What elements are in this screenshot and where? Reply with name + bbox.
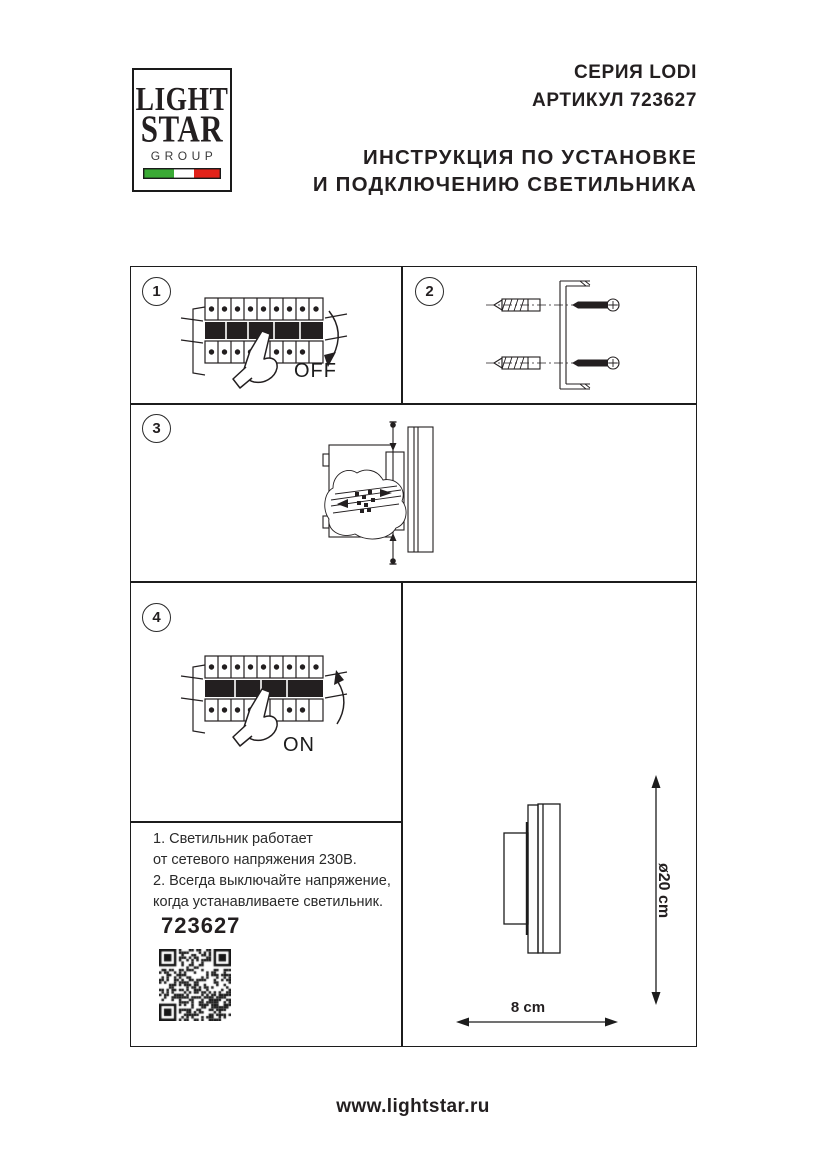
document-title (313, 144, 697, 198)
series-title: СЕРИЯ LODI (573, 62, 697, 83)
off-label: OFF (294, 360, 337, 382)
logo-text-group: GROUP (150, 149, 218, 164)
logo-text-light: LIGHT (135, 80, 229, 118)
step-2-badge: 2 (415, 277, 444, 306)
breaker-off-drawing (179, 281, 349, 403)
safety-notes (153, 829, 391, 913)
screw-top (390, 422, 397, 451)
mounting-hardware-drawing (484, 275, 624, 397)
width-dimension-arrow (456, 1018, 618, 1027)
arrow-up-icon (334, 670, 344, 724)
fixture-mounting-drawing (317, 416, 443, 570)
step-4-badge: 4 (142, 603, 171, 632)
breaker-on-drawing (179, 639, 349, 761)
note-line: когда устанавливаете светильник. (153, 894, 384, 910)
italian-flag-icon (143, 168, 221, 179)
screw-heads (209, 306, 319, 311)
article-number: АРТИКУЛ 723627 (532, 90, 697, 111)
document-title-line1: ИНСТРУКЦИЯ ПО УСТАНОВКЕ (363, 146, 697, 169)
screw-drawing (572, 299, 619, 369)
step-1-badge: 1 (142, 277, 171, 306)
grid-divider (131, 821, 403, 823)
note-line: 1. Светильник работает (153, 831, 313, 847)
pointing-hand-icon (233, 331, 277, 388)
qr-code (159, 949, 231, 1021)
grid-divider (131, 403, 696, 405)
website-url: www.lightstar.ru (336, 1096, 490, 1117)
grid-divider (401, 267, 403, 403)
dowel-drawing (494, 299, 540, 369)
diameter-label: ø20 cm (655, 863, 672, 919)
document-title-line2: И ПОДКЛЮЧЕНИЮ СВЕТИЛЬНИКА (312, 173, 697, 196)
product-code: 723627 (161, 913, 241, 938)
note-line: от сетевого напряжения 230В. (153, 852, 357, 868)
wire-bundle (325, 470, 406, 539)
logo-text-star: STAR (140, 107, 224, 151)
lightstar-logo (132, 68, 232, 192)
step-3-badge: 3 (142, 414, 171, 443)
instruction-grid (130, 266, 697, 1047)
pointing-hand-icon (233, 689, 277, 746)
dimension-drawing (402, 582, 696, 1045)
on-label: ON (283, 734, 315, 756)
screw-bottom (390, 533, 397, 564)
width-label: 8 cm (510, 999, 546, 1016)
note-line: 2. Всегда выключайте напряжение, (153, 873, 391, 889)
bracket-drawing (560, 281, 590, 389)
